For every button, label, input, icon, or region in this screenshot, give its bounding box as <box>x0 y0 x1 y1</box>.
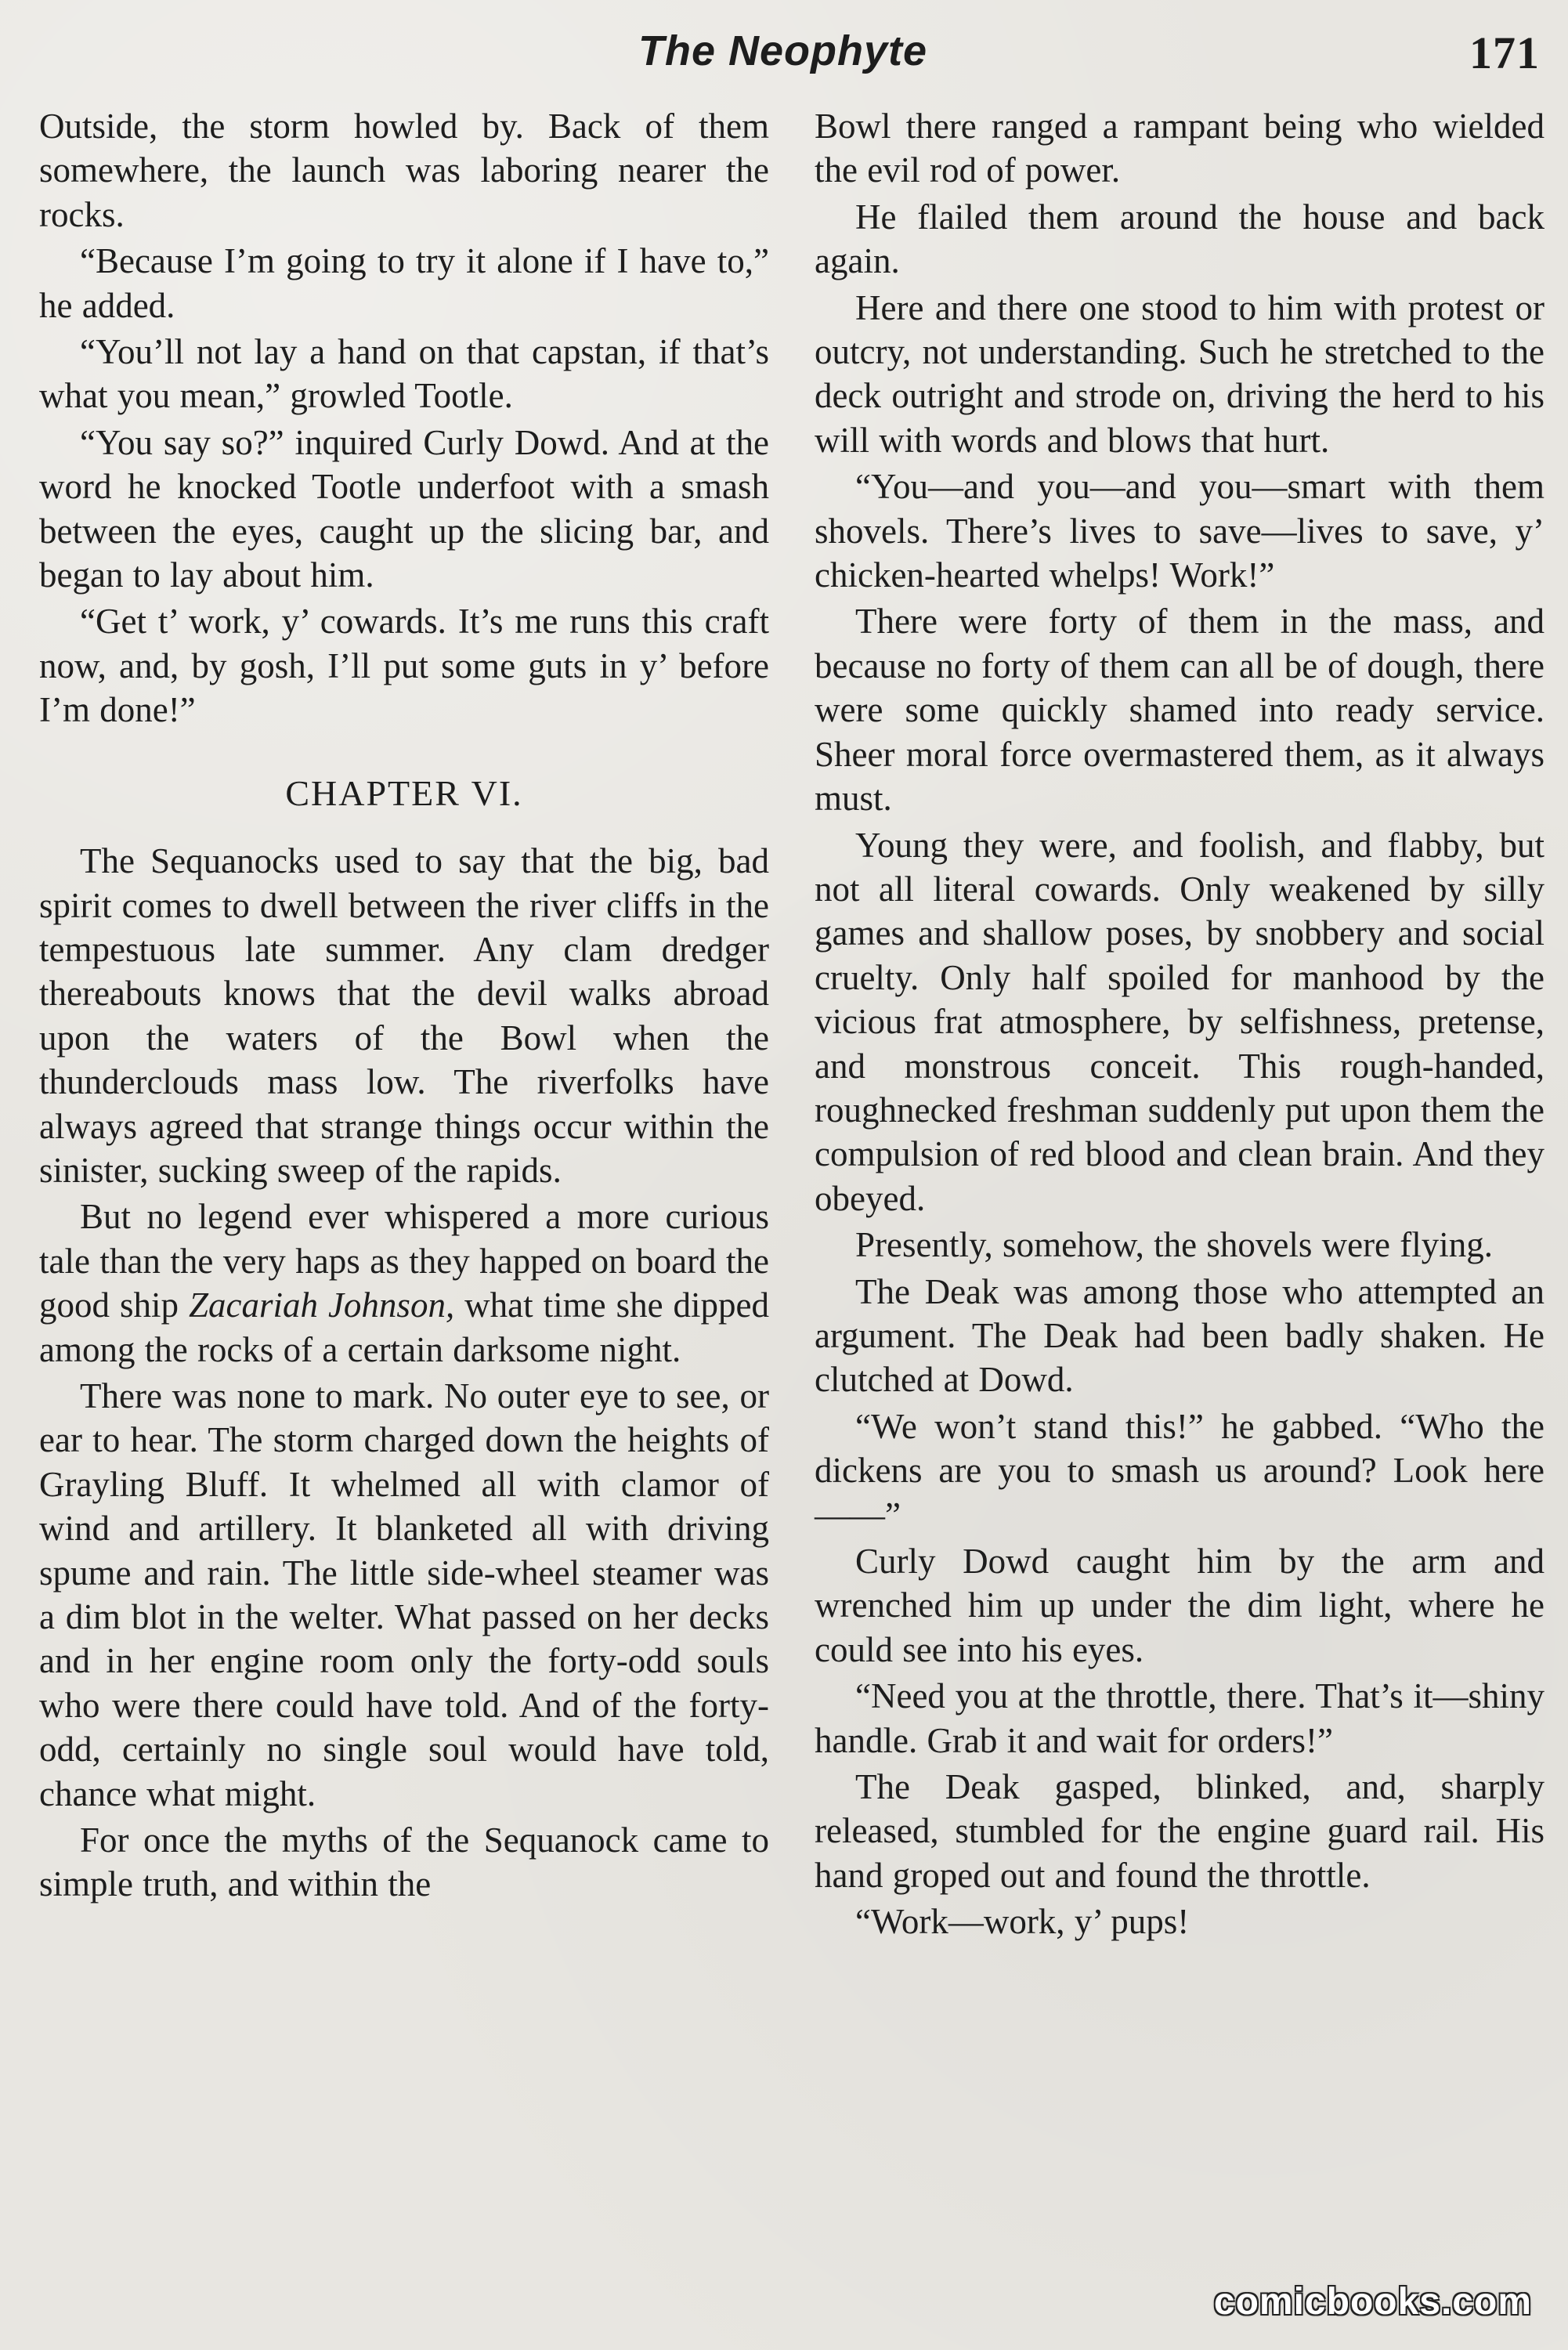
paragraph-text: But no legend ever whispered a more curious tale than the very haps as they happed on board the good ship <box>39 1197 769 1325</box>
paragraph: The Sequanocks used to say that the big, bad spirit comes to dwell between the river cliffs in the tempestuous late summer. Any clam dredger thereabouts knows that the devil walks abroad upon the waters of the Bowl when the thunderclouds mass low. The riverfolks have always agreed that strange things occur within the sinister, sucking sweep of the rapids. <box>39 841 769 1190</box>
paragraph: “You—and you—and you—smart with them shovels. There’s lives to save—lives to save, y’ chicken-hearted whelps! Work!” <box>815 467 1545 595</box>
paragraph: There was none to mark. No outer eye to see, or ear to hear. The storm charged down the heights of Grayling Bluff. It whelmed all with clamor of wind and artillery. It blanketed all with driving spume and rain. The little side-wheel steamer was a dim blot in the welter. What passed on her decks and in her engine room only the forty-odd souls who were there could have told. And of the forty-odd, certainly no single soul would have told, chance what might. <box>39 1376 769 1813</box>
site-watermark: comicbooks.com <box>1213 2281 1532 2323</box>
paragraph: “Work—work, y’ pups! <box>855 1902 1190 1942</box>
ship-name: Zacariah Johnson, <box>188 1285 455 1325</box>
paragraph: “Need you at the throttle, there. That’s it—shiny handle. Grab it and wait for orders!” <box>815 1676 1545 1760</box>
journal-title: The Neophyte <box>638 27 928 74</box>
paragraph: There were forty of them in the mass, and because no forty of them can all be of dough, there were some quickly shamed into ready service. Sheer moral force overmastered them, as it always must. <box>815 602 1545 819</box>
paragraph-with-ship-name <box>39 1195 769 1372</box>
paragraph: “Get t’ work, y’ cowards. It’s me runs this craft now, and, by gosh, I’ll put some guts in y’ before I’m done!” <box>39 602 769 730</box>
paragraph: “We won’t stand this!” he gabbed. “Who the dickens are you to smash us around? Look here——” <box>815 1406 1545 1535</box>
paragraph: Curly Dowd caught him by the arm and wrenched him up under the dim light, where he could see into his eyes. <box>815 1542 1545 1669</box>
paragraph: “You’ll not lay a hand on that capstan, if that’s what you mean,” growled Tootle. <box>39 332 769 416</box>
chapter-heading: CHAPTER VI. <box>285 772 523 813</box>
paragraph-continuation: Bowl there ranged a rampant being who wielded the evil rod of power. <box>815 107 1545 190</box>
paragraph: Young they were, and foolish, and flabby, but not all literal cowards. Only weakened by silly games and shallow poses, by snobbery and social cruelty. Only half spoiled for manhood by the vicious frat atmosphere, by selfishness, pretense, and monstrous conceit. This rough-handed, roughnecked freshman suddenly put upon them the compulsion of red blood and clean brain. And they obeyed. <box>815 825 1545 1218</box>
paragraph-text: what time she dipped among the rocks of a certain darksome night. <box>39 1285 770 1369</box>
page-header <box>0 20 1568 83</box>
left-column <box>39 104 769 1909</box>
right-column <box>815 104 1545 1947</box>
paragraph: “You say so?” inquired Curly Dowd. And at the word he knocked Tootle underfoot with a smash between the eyes, caught up the slicing bar, and began to lay about him. <box>39 422 769 595</box>
paragraph: Here and there one stood to him with protest or outcry, not understanding. Such he stretched to the deck outright and strode on, driving the herd to his will with words and blows that hurt. <box>815 287 1545 460</box>
paragraph: For once the myths of the Sequanock came to simple truth, and within the <box>39 1820 769 1904</box>
paragraph: Presently, somehow, the shovels were flying. <box>855 1225 1494 1265</box>
page-number: 171 <box>1469 27 1540 78</box>
paragraph: “Because I’m going to try it alone if I have to,” he added. <box>39 241 769 325</box>
paragraph: The Deak gasped, blinked, and, sharply released, stumbled for the engine guard rail. His hand groped out and found the throttle. <box>815 1767 1545 1895</box>
paragraph: Outside, the storm howled by. Back of them somewhere, the launch was laboring nearer the rocks. <box>39 107 769 234</box>
paragraph: The Deak was among those who attempted an argument. The Deak had been badly shaken. He clutched at Dowd. <box>815 1271 1545 1400</box>
paragraph: He flailed them around the house and back again. <box>815 197 1545 281</box>
